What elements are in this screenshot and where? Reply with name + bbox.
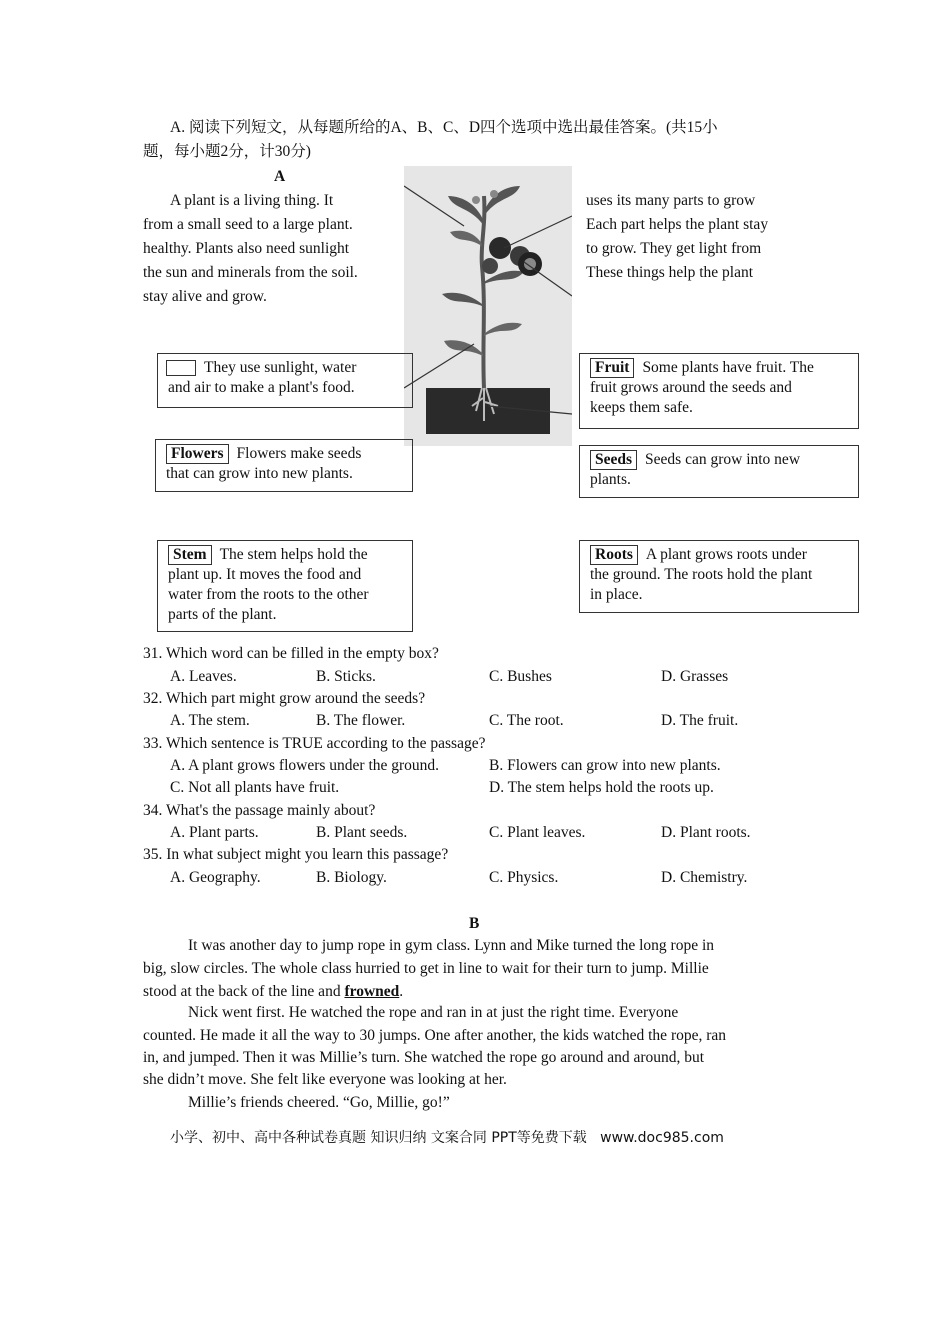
q32-option-a: A. The stem. bbox=[170, 712, 250, 729]
seeds-box-line1: Seeds can grow into new bbox=[645, 451, 801, 468]
q32-option-d: D. The fruit. bbox=[661, 712, 739, 729]
passage-a-left-line-2: from a small seed to a large plant. bbox=[143, 216, 353, 233]
passage-b-p1-line3-post: . bbox=[399, 983, 404, 1000]
q33-option-c: C. Not all plants have fruit. bbox=[170, 779, 340, 796]
q31-option-d: D. Grasses bbox=[661, 668, 729, 685]
stem-box-line1: The stem helps hold the bbox=[219, 546, 368, 563]
flowers-box-line2: that can grow into new plants. bbox=[166, 465, 353, 482]
roots-tag: Roots bbox=[590, 545, 638, 565]
passage-a-left-line-4: the sun and minerals from the soil. bbox=[143, 264, 358, 281]
flowers-box-line1: Flowers make seeds bbox=[236, 445, 362, 462]
seeds-box bbox=[579, 445, 859, 498]
question-31: 31. Which word can be filled in the empty box? bbox=[143, 645, 439, 662]
passage-b-p1-line2: big, slow circles. The whole class hurried to get in line to wait for their turn to jump. Millie bbox=[143, 960, 709, 977]
q34-option-b: B. Plant seeds. bbox=[316, 824, 408, 841]
empty-answer-box bbox=[166, 360, 196, 376]
stem-tag: Stem bbox=[168, 545, 212, 565]
q35-option-c: C. Physics. bbox=[489, 869, 559, 886]
q35-option-a: A. Geography. bbox=[170, 869, 261, 886]
leaves-box-line2: and air to make a plant's food. bbox=[168, 379, 355, 396]
q35-option-d: D. Chemistry. bbox=[661, 869, 748, 886]
q33-option-b: B. Flowers can grow into new plants. bbox=[489, 757, 721, 774]
passage-a-heading: A bbox=[274, 168, 286, 185]
question-34: 34. What's the passage mainly about? bbox=[143, 802, 376, 819]
roots-box-line3: in place. bbox=[590, 586, 643, 603]
flowers-tag: Flowers bbox=[166, 444, 229, 464]
q31-option-b: B. Sticks. bbox=[316, 668, 376, 685]
passage-a-right-line-1: uses its many parts to grow bbox=[586, 192, 756, 209]
passage-b-p2-line4: she didn’t move. She felt like everyone was looking at her. bbox=[143, 1071, 507, 1088]
q34-option-d: D. Plant roots. bbox=[661, 824, 751, 841]
flowers-box bbox=[155, 439, 413, 492]
instructions-line2: 题，每小题2分，计30分) bbox=[143, 143, 311, 160]
underlined-word-frowned: frowned bbox=[344, 983, 400, 1000]
passage-a-right-line-2: Each part helps the plant stay bbox=[586, 216, 769, 233]
stem-box-line4: parts of the plant. bbox=[168, 606, 277, 623]
seeds-tag: Seeds bbox=[590, 450, 637, 470]
stem-box bbox=[157, 540, 413, 632]
q34-option-a: A. Plant parts. bbox=[170, 824, 259, 841]
q33-option-d: D. The stem helps hold the roots up. bbox=[489, 779, 714, 796]
roots-box-line1: A plant grows roots under bbox=[645, 546, 807, 563]
q32-option-c: C. The root. bbox=[489, 712, 564, 729]
fruit-box-line2: fruit grows around the seeds and bbox=[590, 379, 792, 396]
leaves-box-line1: They use sunlight, water bbox=[204, 359, 357, 376]
passage-a-right-line-3: to grow. They get light from bbox=[586, 240, 762, 257]
q31-option-c: C. Bushes bbox=[489, 668, 552, 685]
passage-b-p1-line1: It was another day to jump rope in gym class. Lynn and Mike turned the long rope in bbox=[188, 937, 715, 954]
passage-b-p1-line3-pre: stood at the back of the line and bbox=[143, 983, 345, 1000]
passage-b-heading: B bbox=[469, 915, 480, 932]
q33-option-a: A. A plant grows flowers under the ground. bbox=[170, 757, 440, 774]
passage-b-p2-line2: counted. He made it all the way to 30 jumps. One after another, the kids watched the rope, ran bbox=[143, 1027, 727, 1044]
question-35: 35. In what subject might you learn this passage? bbox=[143, 846, 449, 863]
q34-option-c: C. Plant leaves. bbox=[489, 824, 586, 841]
plant-illustration bbox=[404, 166, 572, 446]
q31-option-a: A. Leaves. bbox=[170, 668, 237, 685]
roots-box bbox=[579, 540, 859, 613]
footer-description: 小学、初中、高中各种试卷真题 知识归纳 文案合同 PPT等免费下载 bbox=[170, 1130, 587, 1146]
passage-a-left-line-5: stay alive and grow. bbox=[143, 288, 267, 305]
passage-b-p3-line1: Millie’s friends cheered. “Go, Millie, go!” bbox=[188, 1094, 450, 1111]
fruit-box-line3: keeps them safe. bbox=[590, 399, 693, 416]
roots-box-line2: the ground. The roots hold the plant bbox=[590, 566, 813, 583]
q32-option-b: B. The flower. bbox=[316, 712, 406, 729]
leaves-box bbox=[157, 353, 413, 408]
fruit-box bbox=[579, 353, 859, 429]
question-32: 32. Which part might grow around the seeds? bbox=[143, 690, 426, 707]
q35-option-b: B. Biology. bbox=[316, 869, 387, 886]
fruit-tag: Fruit bbox=[590, 358, 634, 378]
passage-a-left-line-3: healthy. Plants also need sunlight bbox=[143, 240, 350, 257]
stem-box-line2: plant up. It moves the food and bbox=[168, 566, 362, 583]
instructions-line1: A. 阅读下列短文，从每题所给的A、B、C、D四个选项中选出最佳答案。(共15小 bbox=[170, 119, 718, 136]
passage-b-p2-line1: Nick went first. He watched the rope and ran in at just the right time. Everyone bbox=[188, 1004, 679, 1021]
passage-b-p1-line3 bbox=[143, 982, 403, 1002]
stem-box-line3: water from the roots to the other bbox=[168, 586, 369, 603]
fruit-box-line1: Some plants have fruit. The bbox=[642, 359, 814, 376]
question-33: 33. Which sentence is TRUE according to the passage? bbox=[143, 735, 486, 752]
passage-b-p2-line3: in, and jumped. Then it was Millie’s turn. She watched the rope go around and around, but bbox=[143, 1049, 705, 1066]
passage-a-right-line-4: These things help the plant bbox=[586, 264, 754, 281]
footer-site-link[interactable]: www.doc985.com bbox=[600, 1130, 724, 1146]
footer-text bbox=[170, 1128, 724, 1148]
passage-a-left-line-1: A plant is a living thing. It bbox=[170, 192, 334, 209]
seeds-box-line2: plants. bbox=[590, 471, 631, 488]
